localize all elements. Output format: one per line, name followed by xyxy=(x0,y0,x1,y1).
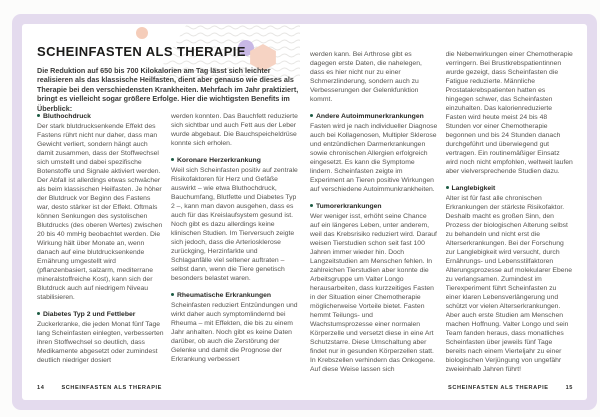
section-heading-label: Bluthochdruck xyxy=(43,113,91,120)
paragraph-koronare-herzerkrankung: Weil sich Scheinfasten positiv auf zentrale Risikofaktoren für Herz und Gefäße auswirkt – wie etwa Bluthochdruck, Bauchumfang, Blutfette und Diabetes Typ 2 –, kann man davon ausgehen, dass es auch für das Kreislaufsystem gesund ist. Noch gibt es dazu allerdings keine klinischen Studien. Im Tierversuch zeigte sich jedoch, dass die Arteriosklerose zurückging, Herzinfarkte und Schlaganfälle viel seltener auftraten – selbst dann, wenn die Tiere genetisch besonders belastet waren. xyxy=(171,167,298,282)
running-title: SCHEINFASTEN ALS THERAPIE xyxy=(61,385,163,391)
footer-left xyxy=(37,385,162,391)
text-column-3 xyxy=(310,50,438,400)
paragraph-rheuma-part2: werden kann. Bei Arthrose gibt es dagegen erste Daten, die nahelegen, dass es hier nicht nur zu einer Schmerzlinderung, sondern auch zu Verbesserungen der Gelenkfunktion kommt. xyxy=(310,51,422,103)
book-spread xyxy=(22,24,587,400)
paragraph-autoimmunerkrankungen: Fasten wird je nach individueller Diagnose auch bei Kollagenosen, Multipler Sklerose und entzündlichen Darmerkrankungen sowie chronischen Allergien erfolgreich eingesetzt. Es kann die Symptome lindern. Scheinfasten zeigte im Experiment an Tieren positive Wirkungen auf verschiedene Autoimmunkrankheiten. xyxy=(310,123,438,193)
section-heading-rheumatische-erkrankungen xyxy=(171,291,298,300)
section-heading-autoimmunerkrankungen xyxy=(310,112,438,121)
section-heading-label: Andere Autoimmunerkrankungen xyxy=(316,113,424,120)
bullet-icon xyxy=(310,204,313,207)
section-heading-label: Koronare Herzerkrankung xyxy=(177,157,261,164)
section-heading-koronare-herzerkrankung xyxy=(171,156,298,165)
section-heading-tumorerkrankungen xyxy=(310,202,438,211)
left-page-columns xyxy=(37,112,298,374)
bullet-icon xyxy=(37,312,40,315)
right-page-columns xyxy=(310,50,573,400)
bullet-icon xyxy=(37,114,40,117)
section-heading-langlebigkeit xyxy=(446,184,574,193)
page-number-right: 15 xyxy=(565,385,573,391)
section-heading-diabetes xyxy=(37,310,164,319)
page-title: SCHEINFASTEN ALS THERAPIE xyxy=(37,44,246,59)
page-number-left: 14 xyxy=(37,385,45,391)
text-column-4 xyxy=(446,50,574,400)
section-heading-label: Tumorerkrankungen xyxy=(316,203,382,210)
text-column-2 xyxy=(171,112,298,374)
section-heading-label: Langlebigkeit xyxy=(451,185,496,192)
section-heading-label: Rheumatische Erkrankungen xyxy=(177,292,272,299)
paragraph-diabetes-part1: Zuckerkranke, die jeden Monat fünf Tage lang Scheinfasten einlegten, verbesserten ihren Stoffwechsel so deutlich, dass Medikamente abgesetzt oder zumindest deutlich niedriger dosiert xyxy=(37,321,164,364)
text-column-1 xyxy=(37,112,164,374)
bullet-icon xyxy=(310,114,313,117)
paragraph-bluthochdruck: Der stark blutdrucksenkende Effekt des Fastens rührt nicht nur daher, dass man Gewicht verliert, sondern hängt auch damit zusammen, dass der Stoffwechsel sich umstellt und dabei spezifische Botenstoffe und Signale aktiviert werden. Der Abfall ist allerdings etwas schwächer als beim klassischen Heilfasten. Je höher der Blutdruck vor Beginn des Fastens war, desto stärker ist der Effekt. Oftmals können Senkungen des systolischen Blutdrucks (des oberen Wertes) zwischen 20 bis 40 mmHg beobachtet werden. Die Wirkung hält über Monate an, wenn danach auf eine blutdrucksenkende Ernährung umgestellt wird (pflanzenbasiert, salzarm, mediterrane mineralstoffreiche Kost), kann sich der Blutdruck auch auf niedrigem Niveau stabilisieren. xyxy=(37,123,163,301)
paragraph-langlebigkeit: Alter ist für fast alle chronischen Erkrankungen der stärkste Risikofaktor. Deshalb macht es großen Sinn, den Prozess der biologischen Alterung selbst zu behandeln und nicht erst die Alterserkrankungen. Bei der Forschung zur Langlebigkeit wird versucht, durch Ernährungs- und Lebensstilfaktoren Alterungsprozesse auf molekularer Ebene zu verlangsamen. Zumindest im Tierexperiment führt Scheinfasten zu einer klaren Lebensverlängerung und schützt vor vielen Alterserkrankungen. Aber auch erste Studien am Menschen machen Hoffnung. Valter Longo und sein Team fanden heraus, dass monatliches Scheinfasten über jeweils fünf Tage bereits nach einem Vierteljahr zu einer biologischen Verjüngung von ungefähr zweieinhalb Jahren führt! xyxy=(445,195,573,373)
bullet-icon xyxy=(171,293,174,296)
bullet-icon xyxy=(446,186,449,189)
intro-paragraph: Die Reduktion auf 650 bis 700 Kilokalorien am Tag lässt sich leichter realisieren als das klassische Heilfasten, dient aber genauso wie dieses als Therapie bei den verschiedensten Krankheiten. Mehrfach im Jahr praktiziert, bringt es vielleicht sogar größere Erfolge. Hier die wichtigsten Benefits im Überblick: xyxy=(37,66,299,113)
paragraph-tumorerkrankungen-part2: die Nebenwirkungen einer Chemotherapie verringern. Bei Brustkrebspatientinnen wurde gezeigt, dass Scheinfasten die Fatigue reduzierte. Männliche Prostatakrebspatienten hatten es hingegen schwer, das Scheinfasten einzuhalten. Das kalorienreduzierte Fasten wird heute meist 24 bis 48 Stunden vor einer Chemotherapie begonnen und bis 24 Stunden danach durchgeführt und überwiegend gut vertragen. Ein routinemäßiger Einsatz wird noch nicht empfohlen, weltweit laufen aber vielversprechende Studien dazu. xyxy=(445,51,573,175)
peach-dot-icon xyxy=(136,27,148,39)
section-heading-label: Diabetes Typ 2 und Fettleber xyxy=(43,311,136,318)
footer-right xyxy=(448,385,573,391)
page-frame xyxy=(12,14,597,410)
paragraph-rheuma-part1: Scheinfasten reduziert Entzündungen und wirkt daher auch symptomlindernd bei Rheuma – mit Effekten, die bis zu einem Jahr anhalten. Noch gibt es keine Daten darüber, ob auch die Zerstörung der Gelenke und damit die Prognose der Erkrankung verbessert xyxy=(171,302,298,363)
bullet-icon xyxy=(171,158,174,161)
paragraph-diabetes-part2: werden konnten. Das Bauchfett reduzierte sich sichtbar und auch Fett aus der Leber wurde abgebaut. Die Bauchspeicheldrüse konnte sich erholen. xyxy=(171,113,298,147)
paragraph-tumorerkrankungen-part1: Wer weniger isst, erhöht seine Chance auf ein längeres Leben, unter anderem, weil das Krebsrisiko reduziert wird. Darauf weisen Tierstudien schon seit fast 100 Jahren immer wieder hin. Doch Langzeitstudien am Menschen fehlen. In zahlreichen Tierstudien aber konnte die Arbeitsgruppe um Valter Longo herausarbeiten, dass kurzzeitiges Fasten in der Situation einer Chemotherapie möglicherweise Vorteile bietet. Fasten hemmt Teilungs- und Wachstumsprozesse einer normalen Körperzelle und versetzt diese in eine Art Schutzstarre. Diese Umschaltung aber findet nur in gesunden Körperzellen statt. In Krebszellen verhindern das Onkogene. Auf diese Weise lassen sich xyxy=(310,213,437,373)
running-title: SCHEINFASTEN ALS THERAPIE xyxy=(447,385,549,391)
section-heading-bluthochdruck xyxy=(37,112,164,121)
